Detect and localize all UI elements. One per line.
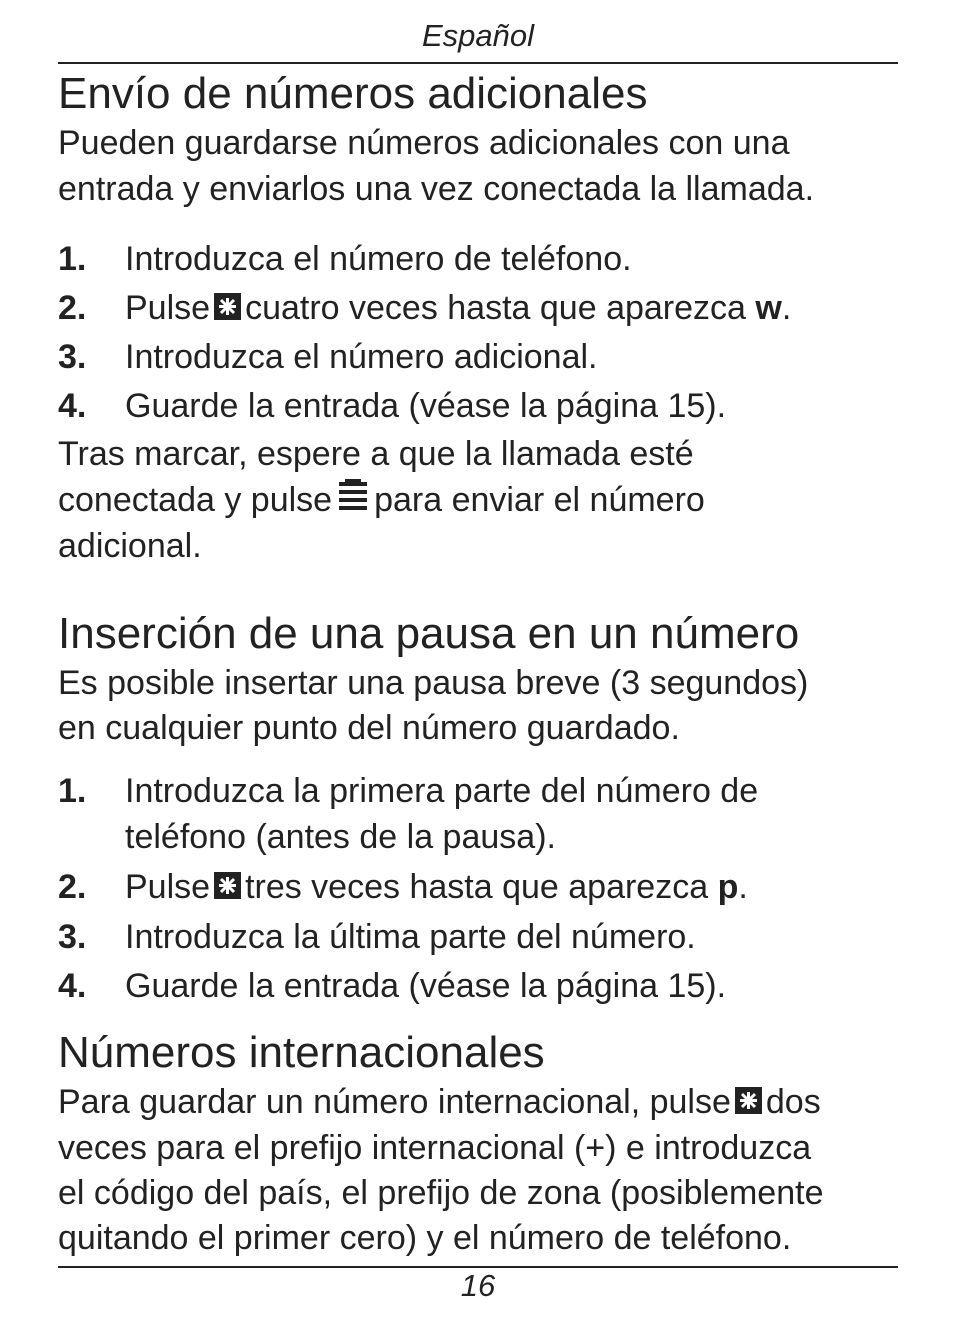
step-text: Guarde la entrada (véase la página 15). xyxy=(125,387,727,425)
section-title-additional-numbers: Envío de números adicionales xyxy=(58,69,648,118)
section3-line3: el código del país, el prefijo de zona (posiblemente xyxy=(58,1174,824,1212)
page-header-language: Español xyxy=(421,18,535,53)
star-key-icon xyxy=(214,293,241,320)
header-divider xyxy=(58,62,898,64)
section1-intro-line1: Pueden guardarse números adicionales con una xyxy=(58,124,790,162)
step-number: 4. xyxy=(58,387,87,425)
step-number: 1. xyxy=(58,772,87,810)
section3-line2: veces para el prefijo internacional (+) e introduzca xyxy=(58,1129,812,1167)
section3-line1: Para guardar un número internacional, pulse dos xyxy=(58,1083,821,1121)
star-key-icon xyxy=(214,872,241,899)
section1-after-line2: conectada y pulse para enviar el número xyxy=(58,481,705,519)
section1-after-line1: Tras marcar, espere a que la llamada esté xyxy=(58,435,694,473)
step-number: 2. xyxy=(58,868,87,906)
section2-intro-line2: en cualquier punto del número guardado. xyxy=(58,709,680,747)
step-text: Pulse cuatro veces hasta que aparezca w. xyxy=(125,289,792,327)
section3-line4: quitando el primer cero) y el número de teléfono. xyxy=(58,1219,792,1257)
step-number: 3. xyxy=(58,338,87,376)
section2-intro-line1: Es posible insertar una pausa breve (3 segundos) xyxy=(58,664,809,702)
section-title-international: Números internacionales xyxy=(58,1028,545,1077)
step-text: Guarde la entrada (véase la página 15). xyxy=(125,967,727,1005)
section1-after-line3: adicional. xyxy=(58,527,202,565)
step-text: teléfono (antes de la pausa). xyxy=(125,818,556,856)
section1-intro-line2: entrada y enviarlos una vez conectada la llamada. xyxy=(58,170,815,208)
step-number: 2. xyxy=(58,289,87,327)
step-text: Introduzca la última parte del número. xyxy=(125,918,696,956)
step-number: 1. xyxy=(58,240,87,278)
step-text: Introduzca el número de teléfono. xyxy=(125,240,632,278)
step-text: Introduzca el número adicional. xyxy=(125,338,598,376)
step-number: 3. xyxy=(58,918,87,956)
section-title-pause: Inserción de una pausa en un número xyxy=(58,609,800,658)
menu-key-icon xyxy=(336,479,370,515)
star-key-icon xyxy=(735,1087,762,1114)
step-number: 4. xyxy=(58,967,87,1005)
step-text: Pulse tres veces hasta que aparezca p. xyxy=(125,868,748,906)
page-number: 16 xyxy=(460,1268,496,1303)
step-text: Introduzca la primera parte del número de xyxy=(125,772,759,810)
